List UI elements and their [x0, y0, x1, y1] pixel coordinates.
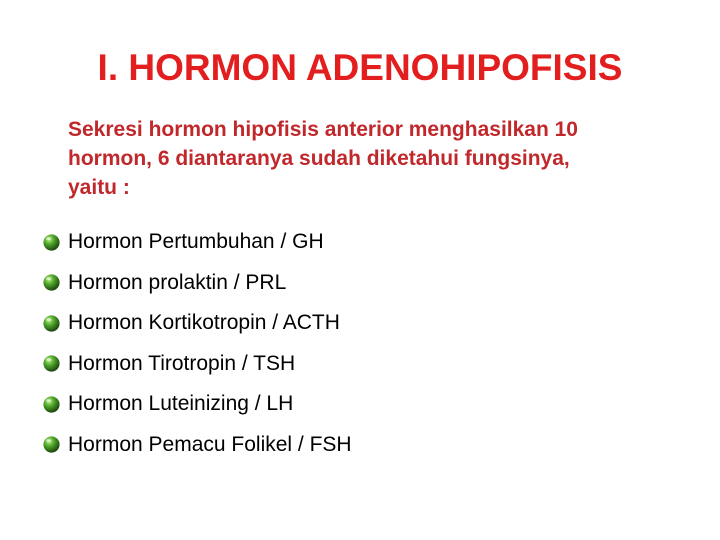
- green-sphere-bullet-icon: [42, 435, 61, 454]
- list-item-label: Hormon Pemacu Folikel / FSH: [68, 432, 352, 456]
- list-item: [42, 425, 352, 466]
- green-sphere-bullet-icon: [42, 314, 61, 333]
- slide-title: I. HORMON ADENOHIPOFISIS: [97, 47, 623, 88]
- list-item-label: Hormon Pertumbuhan / GH: [68, 230, 324, 254]
- list-item-label: Hormon prolaktin / PRL: [68, 270, 287, 294]
- list-item-label: Hormon Luteinizing / LH: [68, 392, 294, 416]
- list-item-label: Hormon Kortikotropin / ACTH: [68, 311, 340, 335]
- hormone-list: [42, 222, 352, 465]
- list-item: [42, 303, 352, 344]
- list-item-label: Hormon Tirotropin / TSH: [68, 351, 296, 375]
- list-item: [42, 222, 352, 263]
- green-sphere-bullet-icon: [42, 233, 61, 252]
- intro-line: Sekresi hormon hipofisis anterior menghasilkan 10: [68, 118, 578, 141]
- green-sphere-bullet-icon: [42, 395, 61, 414]
- intro-line: yaitu :: [68, 176, 130, 199]
- green-sphere-bullet-icon: [42, 273, 61, 292]
- green-sphere-bullet-icon: [42, 354, 61, 373]
- intro-paragraph: [68, 115, 688, 202]
- intro-line: hormon, 6 diantaranya sudah diketahui fungsinya,: [68, 147, 570, 170]
- list-item: [42, 263, 352, 304]
- list-item: [42, 344, 352, 385]
- list-item: [42, 384, 352, 425]
